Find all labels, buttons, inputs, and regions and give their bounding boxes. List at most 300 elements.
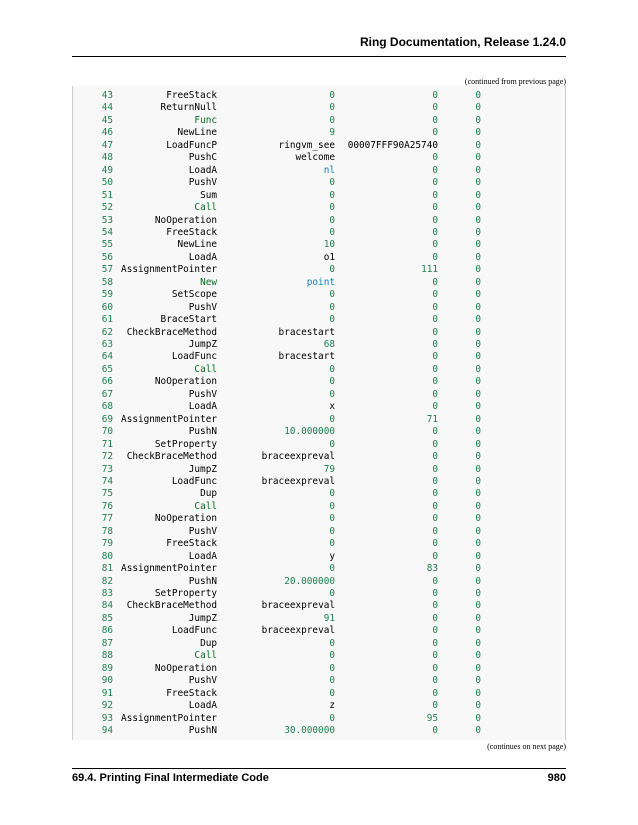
code-line [73, 675, 565, 688]
operand-2: 0 [432, 700, 438, 712]
operand-2: 0 [432, 500, 438, 512]
operand-3: 0 [475, 451, 481, 463]
opcode: NoOperation [154, 376, 217, 388]
operand-3: 0 [475, 363, 481, 375]
code-line [73, 563, 565, 576]
operand-3: 0 [475, 724, 481, 736]
operand-2: 0 [432, 401, 438, 413]
code-line [73, 725, 565, 738]
operand-3: 0 [475, 177, 481, 189]
line-number: 52 [101, 202, 113, 214]
code-line [73, 202, 565, 215]
operand-3: 0 [475, 687, 481, 699]
operand-1: 0 [329, 650, 335, 662]
opcode: PushN [188, 426, 217, 438]
opcode: NoOperation [154, 662, 217, 674]
operand-1: 0 [329, 289, 335, 301]
operand-1: z [329, 700, 335, 712]
opcode: Dup [200, 637, 217, 649]
operand-1: 91 [323, 612, 335, 624]
code-line [73, 464, 565, 477]
operand-1: 0 [329, 588, 335, 599]
code-line [73, 364, 565, 377]
line-number: 76 [101, 500, 113, 512]
line-number: 94 [101, 724, 113, 736]
operand-3: 0 [475, 475, 481, 487]
operand-3: 0 [475, 214, 481, 226]
opcode: LoadA [188, 164, 217, 176]
code-line [73, 227, 565, 240]
code-line [73, 389, 565, 402]
code-line [73, 376, 565, 389]
operand-3: 0 [475, 538, 481, 550]
operand-2: 0 [432, 475, 438, 487]
opcode: SetProperty [154, 588, 217, 599]
opcode: PushN [188, 575, 217, 587]
operand-1: 0 [329, 189, 335, 201]
operand-2: 0 [432, 301, 438, 313]
code-line [73, 115, 565, 128]
code-line [73, 252, 565, 265]
operand-1: bracestart [278, 326, 335, 338]
operand-1: nl [323, 164, 335, 176]
line-number: 71 [101, 438, 113, 450]
line-number: 79 [101, 538, 113, 550]
operand-2: 0 [432, 114, 438, 126]
opcode: Call [194, 202, 217, 214]
code-line [73, 576, 565, 589]
operand-1: 0 [329, 177, 335, 189]
operand-3: 0 [475, 264, 481, 276]
operand-1: point [306, 276, 335, 288]
page-header-title: Ring Documentation, Release 1.24.0 [359, 35, 566, 49]
operand-3: 0 [475, 139, 481, 151]
opcode: LoadA [188, 550, 217, 562]
line-number: 50 [101, 177, 113, 189]
line-number: 59 [101, 289, 113, 301]
line-number: 61 [101, 314, 113, 326]
operand-1: welcome [295, 152, 335, 164]
operand-1: 0 [329, 500, 335, 512]
opcode: LoadFunc [171, 475, 217, 487]
operand-2: 0 [432, 376, 438, 388]
operand-3: 0 [475, 339, 481, 350]
operand-2: 0 [432, 662, 438, 674]
operand-3: 0 [475, 102, 481, 114]
opcode: LoadFunc [171, 625, 217, 637]
line-number: 48 [101, 152, 113, 164]
line-number: 85 [101, 612, 113, 624]
code-line [73, 625, 565, 638]
opcode: JumpZ [188, 612, 217, 624]
code-line [73, 688, 565, 701]
operand-2: 0 [432, 214, 438, 226]
operand-2: 95 [426, 712, 438, 724]
operand-3: 0 [475, 625, 481, 637]
opcode: SetScope [171, 289, 217, 301]
line-number: 72 [101, 451, 113, 463]
opcode: Sum [200, 189, 217, 201]
opcode: NewLine [177, 127, 217, 139]
operand-1: 0 [329, 376, 335, 388]
opcode: AssignmentPointer [121, 712, 217, 724]
opcode: AssignmentPointer [121, 563, 217, 575]
opcode: NoOperation [154, 513, 217, 525]
operand-2: 0 [432, 600, 438, 612]
operand-3: 0 [475, 575, 481, 587]
operand-2: 0 [432, 612, 438, 624]
code-line [73, 351, 565, 364]
operand-1: 0 [329, 413, 335, 425]
line-number: 70 [101, 426, 113, 438]
operand-2: 0 [432, 388, 438, 400]
opcode: FreeStack [166, 687, 217, 699]
operand-2: 0 [432, 363, 438, 375]
operand-1: 30.000000 [284, 724, 335, 736]
opcode: NewLine [177, 239, 217, 251]
operand-3: 0 [475, 314, 481, 326]
operand-2: 0 [432, 164, 438, 176]
operand-1: 10 [323, 239, 335, 251]
operand-3: 0 [475, 413, 481, 425]
operand-3: 0 [475, 164, 481, 176]
operand-3: 0 [475, 127, 481, 139]
operand-3: 0 [475, 326, 481, 338]
opcode: SetProperty [154, 438, 217, 450]
line-number: 78 [101, 525, 113, 537]
operand-3: 0 [475, 600, 481, 612]
opcode: LoadA [188, 401, 217, 413]
line-number: 89 [101, 662, 113, 674]
line-number: 93 [101, 712, 113, 724]
operand-2: 0 [432, 675, 438, 687]
operand-3: 0 [475, 289, 481, 301]
operand-1: y [329, 550, 335, 562]
line-number: 57 [101, 264, 113, 276]
operand-1: 0 [329, 214, 335, 226]
code-line [73, 513, 565, 526]
operand-2: 0 [432, 550, 438, 562]
operand-1: ringvm_see [278, 139, 335, 151]
operand-3: 0 [475, 438, 481, 450]
operand-2: 0 [432, 650, 438, 662]
operand-3: 0 [475, 90, 481, 101]
opcode: PushV [188, 388, 217, 400]
operand-2: 0 [432, 276, 438, 288]
operand-2: 0 [432, 451, 438, 463]
operand-2: 0 [432, 488, 438, 500]
operand-3: 0 [475, 463, 481, 475]
line-number: 84 [101, 600, 113, 612]
operand-2: 0 [432, 588, 438, 599]
code-line [73, 663, 565, 676]
operand-2: 0 [432, 202, 438, 214]
operand-1: braceexpreval [261, 625, 335, 637]
operand-1: 0 [329, 438, 335, 450]
opcode: FreeStack [166, 90, 217, 101]
operand-2: 0 [432, 687, 438, 699]
code-line [73, 140, 565, 153]
operand-2: 71 [426, 413, 438, 425]
line-number: 64 [101, 351, 113, 363]
code-line [73, 613, 565, 626]
operand-1: 0 [329, 314, 335, 326]
opcode: LoadFunc [171, 351, 217, 363]
code-line [73, 638, 565, 651]
code-line [73, 526, 565, 539]
operand-2: 0 [432, 351, 438, 363]
operand-2: 0 [432, 724, 438, 736]
opcode: LoadA [188, 251, 217, 263]
operand-3: 0 [475, 152, 481, 164]
opcode: JumpZ [188, 463, 217, 475]
opcode: Dup [200, 488, 217, 500]
operand-2: 0 [432, 127, 438, 139]
opcode: Call [194, 363, 217, 375]
operand-2: 0 [432, 226, 438, 238]
operand-3: 0 [475, 226, 481, 238]
operand-3: 0 [475, 650, 481, 662]
code-line [73, 538, 565, 551]
operand-3: 0 [475, 426, 481, 438]
operand-1: braceexpreval [261, 600, 335, 612]
operand-1: 0 [329, 525, 335, 537]
line-number: 66 [101, 376, 113, 388]
line-number: 88 [101, 650, 113, 662]
operand-1: 0 [329, 637, 335, 649]
opcode: LoadA [188, 700, 217, 712]
operand-1: braceexpreval [261, 451, 335, 463]
code-line [73, 302, 565, 315]
operand-2: 0 [432, 538, 438, 550]
operand-3: 0 [475, 276, 481, 288]
operand-1: 0 [329, 538, 335, 550]
operand-2: 111 [421, 264, 438, 276]
operand-1: 68 [323, 339, 335, 350]
line-number: 68 [101, 401, 113, 413]
code-line [73, 215, 565, 228]
line-number: 46 [101, 127, 113, 139]
line-number: 80 [101, 550, 113, 562]
line-number: 47 [101, 139, 113, 151]
line-number: 75 [101, 488, 113, 500]
operand-3: 0 [475, 588, 481, 599]
operand-1: 0 [329, 675, 335, 687]
operand-1: 0 [329, 90, 335, 101]
operand-3: 0 [475, 550, 481, 562]
operand-2: 0 [432, 438, 438, 450]
code-line [73, 501, 565, 514]
operand-2: 0 [432, 289, 438, 301]
opcode: CheckBraceMethod [126, 326, 217, 338]
operand-2: 0 [432, 177, 438, 189]
opcode: CheckBraceMethod [126, 600, 217, 612]
code-line [73, 239, 565, 252]
operand-2: 0 [432, 189, 438, 201]
operand-3: 0 [475, 251, 481, 263]
operand-1: 79 [323, 463, 335, 475]
code-line [73, 165, 565, 178]
code-line [73, 650, 565, 663]
line-number: 51 [101, 189, 113, 201]
opcode: FreeStack [166, 538, 217, 550]
code-line [73, 190, 565, 203]
operand-2: 0 [432, 314, 438, 326]
line-number: 63 [101, 339, 113, 350]
operand-1: 0 [329, 488, 335, 500]
opcode: JumpZ [188, 339, 217, 350]
continued-from-note: (continued from previous page) [464, 77, 566, 86]
opcode: PushN [188, 724, 217, 736]
operand-3: 0 [475, 114, 481, 126]
line-number: 56 [101, 251, 113, 263]
operand-3: 0 [475, 612, 481, 624]
opcode: CheckBraceMethod [126, 451, 217, 463]
line-number: 54 [101, 226, 113, 238]
line-number: 69 [101, 413, 113, 425]
page-number: 980 [547, 772, 566, 784]
opcode: PushV [188, 675, 217, 687]
opcode: PushC [188, 152, 217, 164]
line-number: 55 [101, 239, 113, 251]
operand-3: 0 [475, 675, 481, 687]
operand-3: 0 [475, 351, 481, 363]
operand-2: 0 [432, 463, 438, 475]
operand-1: bracestart [278, 351, 335, 363]
opcode: PushV [188, 301, 217, 313]
line-number: 60 [101, 301, 113, 313]
line-number: 62 [101, 326, 113, 338]
operand-1: 0 [329, 687, 335, 699]
code-line [73, 177, 565, 190]
operand-2: 0 [432, 90, 438, 101]
operand-2: 0 [432, 513, 438, 525]
line-number: 87 [101, 637, 113, 649]
operand-3: 0 [475, 563, 481, 575]
code-line [73, 314, 565, 327]
line-number: 73 [101, 463, 113, 475]
operand-1: 0 [329, 563, 335, 575]
operand-1: o1 [323, 251, 335, 263]
operand-3: 0 [475, 700, 481, 712]
operand-1: 0 [329, 301, 335, 313]
header-rule [72, 56, 566, 57]
opcode: NoOperation [154, 214, 217, 226]
operand-1: 0 [329, 513, 335, 525]
operand-2: 0 [432, 251, 438, 263]
code-line [73, 401, 565, 414]
operand-3: 0 [475, 239, 481, 251]
line-number: 65 [101, 363, 113, 375]
code-line [73, 600, 565, 613]
operand-1: 0 [329, 102, 335, 114]
operand-3: 0 [475, 488, 481, 500]
line-number: 90 [101, 675, 113, 687]
opcode: ReturnNull [160, 102, 217, 114]
operand-3: 0 [475, 712, 481, 724]
code-line [73, 264, 565, 277]
code-line [73, 426, 565, 439]
line-number: 92 [101, 700, 113, 712]
code-line [73, 339, 565, 352]
line-number: 67 [101, 388, 113, 400]
code-line [73, 327, 565, 340]
operand-1: 0 [329, 114, 335, 126]
code-line [73, 713, 565, 726]
code-line [73, 277, 565, 290]
line-number: 83 [101, 588, 113, 599]
operand-1: 0 [329, 202, 335, 214]
operand-3: 0 [475, 301, 481, 313]
operand-3: 0 [475, 500, 481, 512]
code-block [72, 86, 566, 740]
operand-2: 83 [426, 563, 438, 575]
operand-1: 0 [329, 712, 335, 724]
operand-2: 0 [432, 625, 438, 637]
code-line [73, 414, 565, 427]
opcode: FreeStack [166, 226, 217, 238]
operand-3: 0 [475, 189, 481, 201]
code-line [73, 102, 565, 115]
operand-3: 0 [475, 376, 481, 388]
opcode: Func [194, 114, 217, 126]
operand-2: 0 [432, 152, 438, 164]
line-number: 74 [101, 475, 113, 487]
operand-2: 0 [432, 637, 438, 649]
operand-2: 0 [432, 575, 438, 587]
footer-section-title: 69.4. Printing Final Intermediate Code [72, 772, 269, 784]
line-number: 82 [101, 575, 113, 587]
opcode: Call [194, 500, 217, 512]
operand-2: 0 [432, 525, 438, 537]
operand-1: 0 [329, 226, 335, 238]
code-line [73, 700, 565, 713]
line-number: 91 [101, 687, 113, 699]
code-line [73, 439, 565, 452]
code-line [73, 476, 565, 489]
operand-1: 0 [329, 363, 335, 375]
operand-3: 0 [475, 401, 481, 413]
opcode: LoadFuncP [166, 139, 217, 151]
operand-2: 0 [432, 339, 438, 350]
operand-1: 20.000000 [284, 575, 335, 587]
operand-1: 10.000000 [284, 426, 335, 438]
footer-rule [72, 768, 566, 769]
operand-1: 0 [329, 264, 335, 276]
continues-on-note: (continues on next page) [487, 742, 566, 751]
line-number: 53 [101, 214, 113, 226]
line-number: 45 [101, 114, 113, 126]
opcode: AssignmentPointer [121, 413, 217, 425]
operand-3: 0 [475, 662, 481, 674]
operand-2: 00007FFF90A25740 [347, 139, 438, 151]
opcode: AssignmentPointer [121, 264, 217, 276]
code-line [73, 551, 565, 564]
line-number: 44 [101, 102, 113, 114]
operand-3: 0 [475, 637, 481, 649]
operand-3: 0 [475, 513, 481, 525]
line-number: 58 [101, 276, 113, 288]
opcode: New [200, 276, 217, 288]
operand-1: 0 [329, 388, 335, 400]
opcode: Call [194, 650, 217, 662]
operand-1: 9 [329, 127, 335, 139]
operand-2: 0 [432, 102, 438, 114]
opcode: BraceStart [160, 314, 217, 326]
code-line [73, 588, 565, 601]
operand-2: 0 [432, 239, 438, 251]
operand-1: braceexpreval [261, 475, 335, 487]
